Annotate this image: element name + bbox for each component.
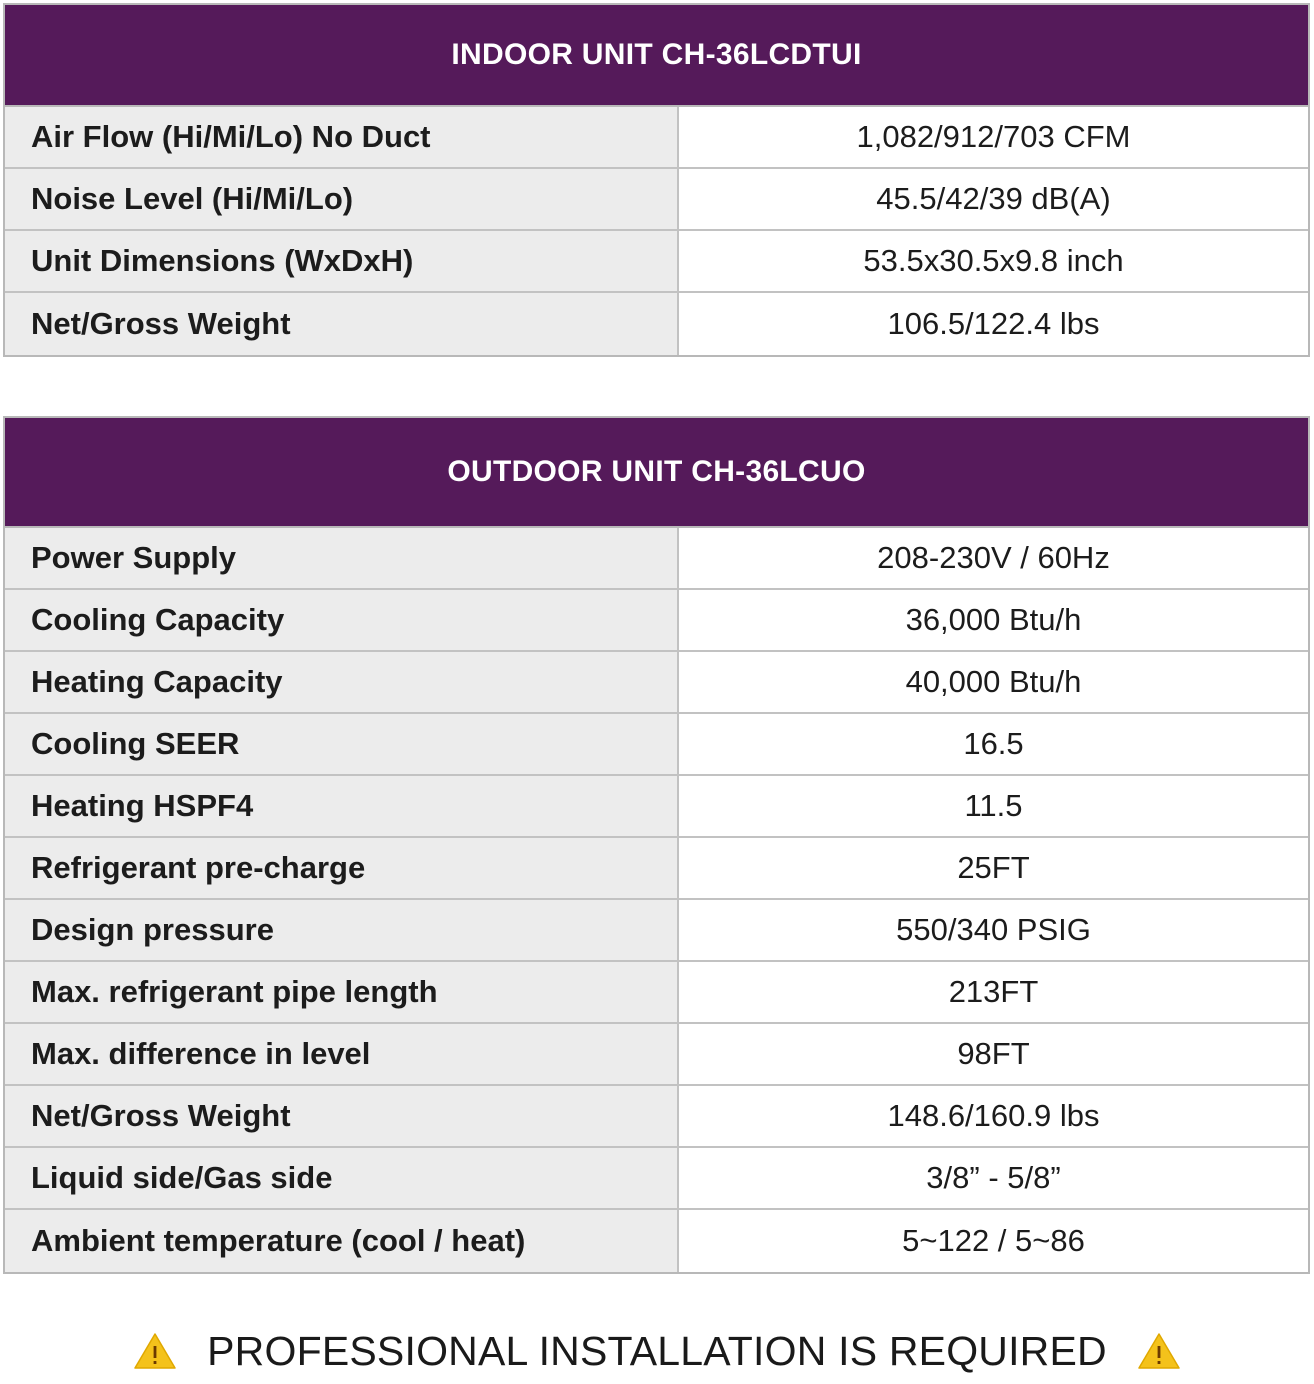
- spec-value: 5~122 / 5~86: [902, 1223, 1085, 1258]
- table-row: [5, 590, 1308, 652]
- table-row: [5, 1086, 1308, 1148]
- spec-value: 45.5/42/39 dB(A): [876, 181, 1111, 216]
- table-row: [5, 107, 1308, 169]
- spec-value: 40,000 Btu/h: [905, 664, 1082, 699]
- spec-value: 3/8” - 5/8”: [926, 1160, 1061, 1195]
- spec-value: 148.6/160.9 lbs: [887, 1098, 1100, 1133]
- outdoor-unit-title: OUTDOOR UNIT CH-36LCUO: [5, 418, 1308, 528]
- table-row: [5, 528, 1308, 590]
- spec-label: Heating Capacity: [5, 652, 679, 712]
- spec-value: 98FT: [957, 1036, 1030, 1071]
- spec-label: Cooling Capacity: [5, 590, 679, 650]
- spec-label: Heating HSPF4: [5, 776, 679, 836]
- outdoor-unit-table: [3, 416, 1310, 1274]
- warning-triangle-icon: [1137, 1332, 1181, 1370]
- indoor-unit-title: INDOOR UNIT CH-36LCDTUI: [5, 5, 1308, 107]
- spec-value: 25FT: [957, 850, 1030, 885]
- spec-label: Ambient temperature (cool / heat): [5, 1210, 679, 1272]
- table-row: [5, 293, 1308, 355]
- table-row: [5, 962, 1308, 1024]
- spec-label: Max. refrigerant pipe length: [5, 962, 679, 1022]
- table-row: [5, 169, 1308, 231]
- table-row: [5, 1210, 1308, 1272]
- spec-value: 213FT: [948, 974, 1039, 1009]
- installation-notice: [0, 1318, 1314, 1384]
- spec-value: 106.5/122.4 lbs: [887, 306, 1100, 341]
- spec-label: Air Flow (Hi/Mi/Lo) No Duct: [5, 107, 679, 167]
- spec-label: Net/Gross Weight: [5, 1086, 679, 1146]
- table-row: [5, 652, 1308, 714]
- spec-value: 53.5x30.5x9.8 inch: [863, 243, 1124, 278]
- spec-label: Cooling SEER: [5, 714, 679, 774]
- table-row: [5, 1148, 1308, 1210]
- spec-label: Net/Gross Weight: [5, 293, 679, 355]
- spec-value: 11.5: [964, 788, 1023, 823]
- spec-value: 36,000 Btu/h: [905, 602, 1082, 637]
- spec-value: 1,082/912/703 CFM: [856, 119, 1131, 154]
- notice-text: PROFESSIONAL INSTALLATION IS REQUIRED: [207, 1327, 1107, 1374]
- spec-value: 208-230V / 60Hz: [877, 540, 1110, 575]
- spec-label: Power Supply: [5, 528, 679, 588]
- table-row: [5, 900, 1308, 962]
- spec-value: 16.5: [963, 726, 1024, 761]
- table-row: [5, 231, 1308, 293]
- indoor-unit-table: [3, 3, 1310, 357]
- spec-label: Noise Level (Hi/Mi/Lo): [5, 169, 679, 229]
- table-row: [5, 776, 1308, 838]
- warning-triangle-icon: [133, 1332, 177, 1370]
- spec-label: Liquid side/Gas side: [5, 1148, 679, 1208]
- spec-label: Max. difference in level: [5, 1024, 679, 1084]
- table-row: [5, 838, 1308, 900]
- spec-label: Design pressure: [5, 900, 679, 960]
- table-row: [5, 1024, 1308, 1086]
- table-row: [5, 714, 1308, 776]
- spec-label: Unit Dimensions (WxDxH): [5, 231, 679, 291]
- spec-value: 550/340 PSIG: [896, 912, 1091, 947]
- spec-label: Refrigerant pre-charge: [5, 838, 679, 898]
